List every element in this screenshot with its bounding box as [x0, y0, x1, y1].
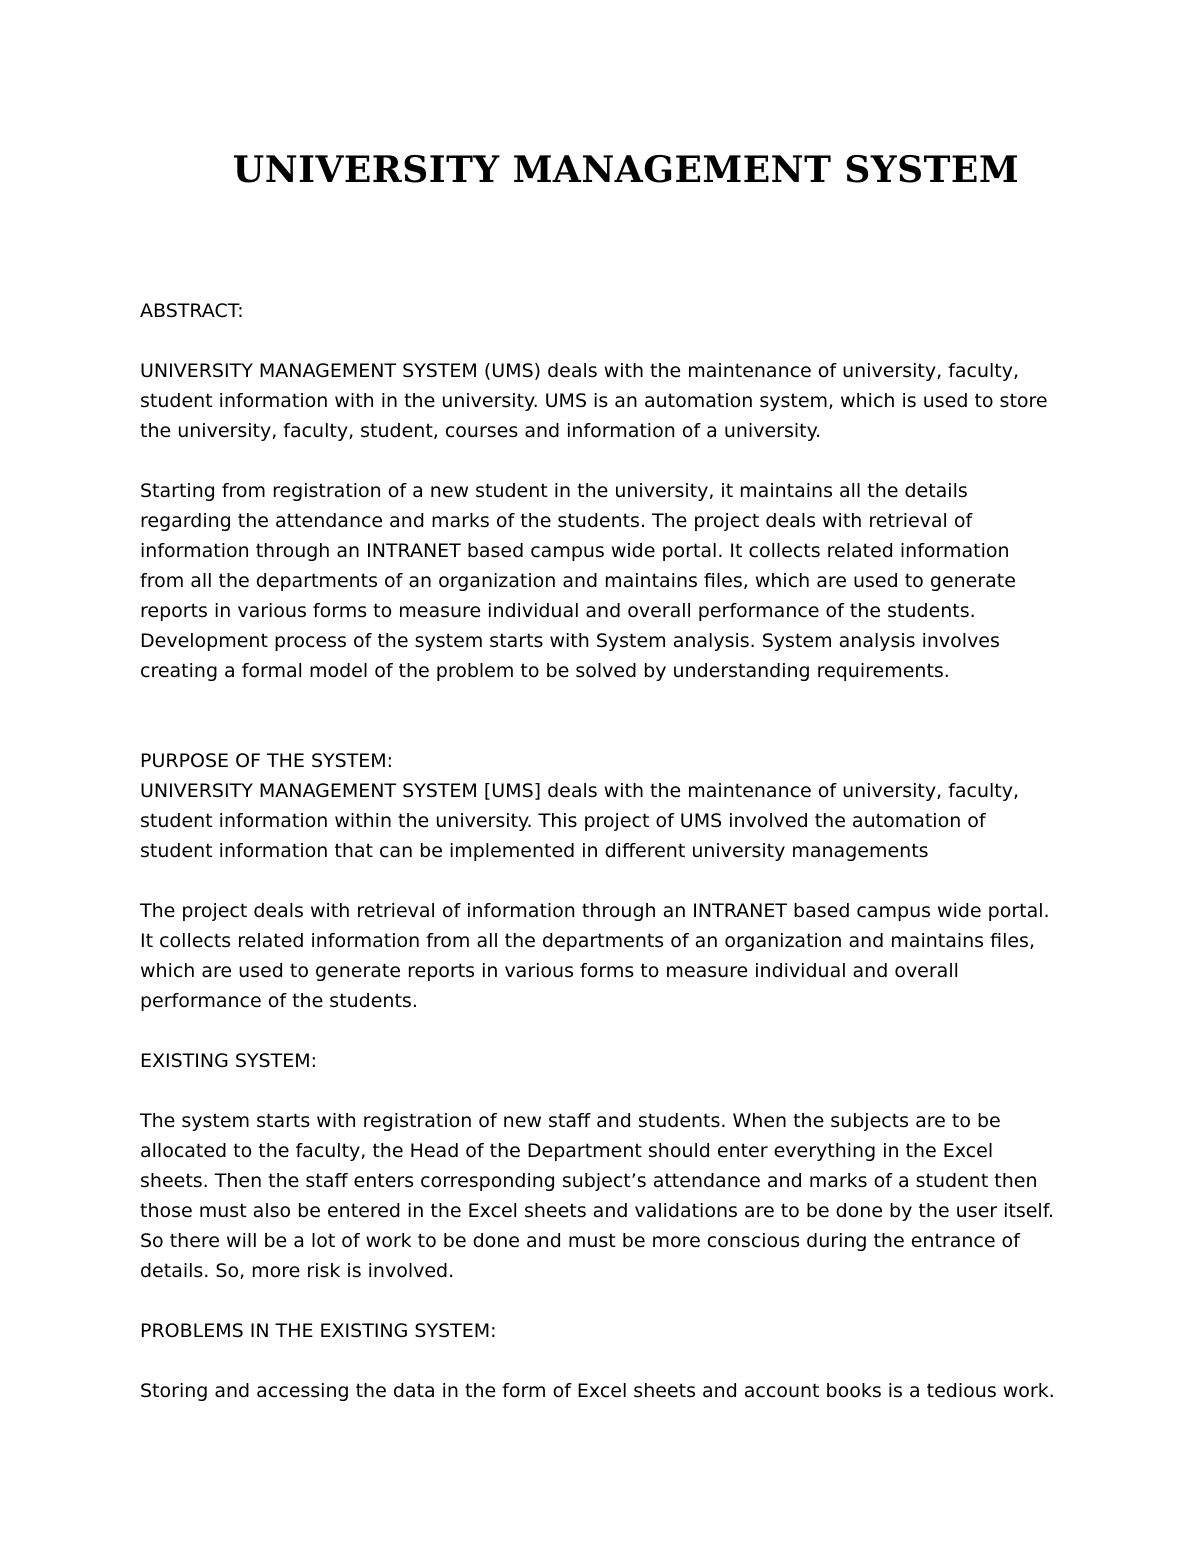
- section-heading-purpose: PURPOSE OF THE SYSTEM:: [140, 750, 394, 772]
- text-line: UNIVERSITY MANAGEMENT SYSTEM (UMS) deals with the maintenance of university, faculty,: [140, 360, 1020, 382]
- text-line: those must also be entered in the Excel sheets and validations are to be done by the user itself.: [140, 1200, 1055, 1222]
- text-line: details. So, more risk is involved.: [140, 1260, 455, 1282]
- paragraph-purpose-1: [140, 776, 1080, 866]
- text-line: performance of the students.: [140, 990, 418, 1012]
- paragraph-existing-1: [140, 1106, 1080, 1286]
- text-line: student information within the university. This project of UMS involved the automation of: [140, 810, 986, 832]
- section-abstract: [140, 296, 1080, 686]
- section-purpose: [140, 746, 1080, 1016]
- section-heading-abstract: ABSTRACT:: [140, 300, 244, 322]
- text-line: the university, faculty, student, courses and information of a university.: [140, 420, 822, 442]
- text-line: sheets. Then the staff enters corresponding subject’s attendance and marks of a student then: [140, 1170, 1038, 1192]
- text-line: information through an INTRANET based campus wide portal. It collects related information: [140, 540, 1010, 562]
- text-line: from all the departments of an organization and maintains files, which are used to generate: [140, 570, 1016, 592]
- text-line: Starting from registration of a new student in the university, it maintains all the details: [140, 480, 968, 502]
- text-line: It collects related information from all the departments of an organization and maintains files,: [140, 930, 1035, 952]
- text-line: regarding the attendance and marks of the students. The project deals with retrieval of: [140, 510, 973, 532]
- section-heading-problems: PROBLEMS IN THE EXISTING SYSTEM:: [140, 1320, 497, 1342]
- paragraph-problems-1: [140, 1376, 1080, 1406]
- text-line: which are used to generate reports in various forms to measure individual and overall: [140, 960, 959, 982]
- text-line: The system starts with registration of new staff and students. When the subjects are to be: [140, 1110, 1001, 1132]
- text-line: UNIVERSITY MANAGEMENT SYSTEM [UMS] deals with the maintenance of university, faculty,: [140, 780, 1020, 802]
- paragraph-abstract-2: [140, 476, 1080, 686]
- text-line: So there will be a lot of work to be done and must be more conscious during the entrance of: [140, 1230, 1020, 1252]
- section-existing-system: [140, 1046, 1080, 1286]
- document-title: UNIVERSITY MANAGEMENT SYSTEM: [232, 149, 1020, 191]
- text-line: student information that can be implemented in different university managements: [140, 840, 929, 862]
- text-line: creating a formal model of the problem to be solved by understanding requirements.: [140, 660, 950, 682]
- text-line: The project deals with retrieval of information through an INTRANET based campus wide portal.: [140, 900, 1050, 922]
- section-problems: [140, 1316, 1080, 1406]
- text-line: reports in various forms to measure individual and overall performance of the students.: [140, 600, 976, 622]
- text-line: Storing and accessing the data in the form of Excel sheets and account books is a tedious work.: [140, 1380, 1055, 1402]
- document-body: [140, 296, 1080, 1406]
- text-line: student information with in the university. UMS is an automation system, which is used to store: [140, 390, 1048, 412]
- text-line: Development process of the system starts with System analysis. System analysis involves: [140, 630, 1000, 652]
- paragraph-abstract-1: [140, 356, 1080, 446]
- section-heading-existing-system: EXISTING SYSTEM:: [140, 1050, 318, 1072]
- paragraph-purpose-2: [140, 896, 1080, 1016]
- text-line: allocated to the faculty, the Head of the Department should enter everything in the Excel: [140, 1140, 994, 1162]
